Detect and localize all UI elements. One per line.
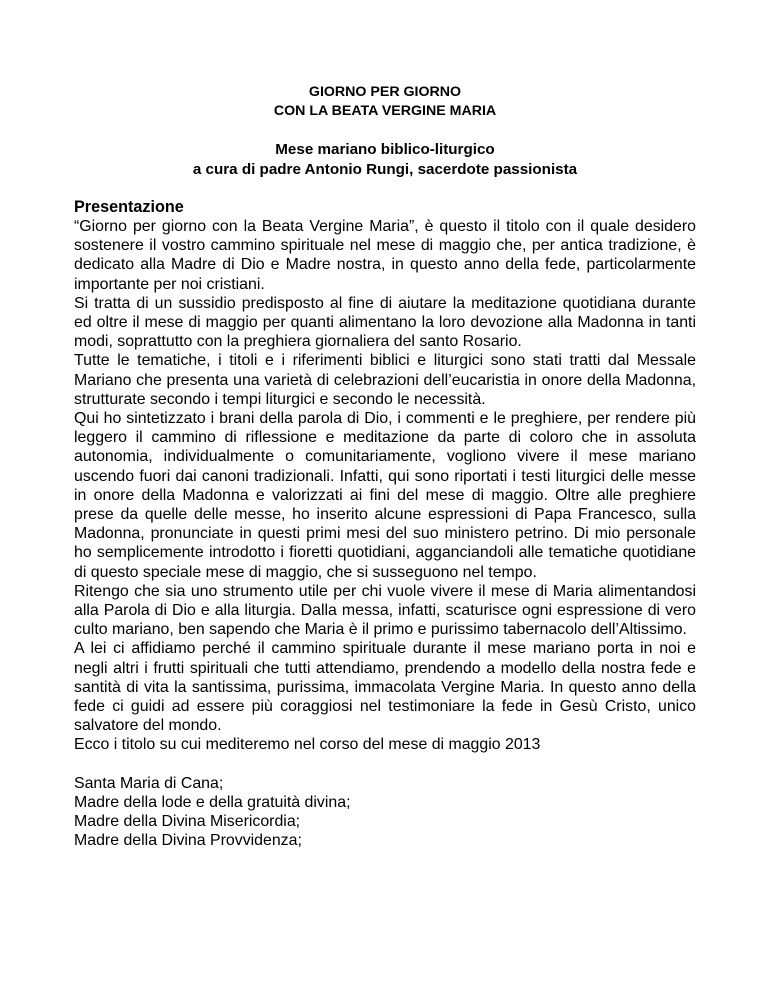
list-item: Madre della lode e della gratuità divina; (74, 793, 351, 811)
list-item: Madre della Divina Misericordia; (74, 813, 301, 831)
paragraph-3: Tutte le tematiche, i titoli e i riferimenti biblici e liturgici sono stati tratti dal Messale Mariano che presenta una varietà di celebrazioni dell’eucaristia in onore della Madonna, strutturate secondo i tempi liturgici e secondo le necessità. (74, 352, 696, 408)
paragraph-1: “Giorno per giorno con la Beata Vergine Maria”, è questo il titolo con il quale desidero sostenere il vostro cammino spirituale nel mese di maggio che, per antica tradizione, è dedicato alla Madre di Dio e Madre nostra, in questo anno della fede, particolarmente importante per noi cristiani. (74, 218, 696, 293)
titles-list (74, 774, 696, 851)
subtitle-line-1: Mese mariano biblico-liturgico (275, 141, 495, 158)
section-heading: Presentazione (74, 198, 184, 216)
document-title (74, 83, 696, 121)
paragraph-5: Ritengo che sia uno strumento utile per chi vuole vivere il mese di Maria alimentandosi alla Parola di Dio e alla liturgia. Dalla messa, infatti, scaturisce ogni espressione di vero culto mariano, ben sapendo che Maria è il primo e purissimo tabernacolo dell’Altissimo. (74, 582, 696, 639)
paragraph-6: A lei ci affidiamo perché il cammino spirituale durante il mese mariano porta in noi e negli altri i frutti spirituali che tutti attendiamo, prendendo a modello della nostra fede e santità di vita la santissima, purissima, immacolata Vergine Maria. In questo anno della fede ci guidi ad essere più coraggiosi nel testimoniare la fede in Gesù Cristo, unico salvatore del mondo. (74, 640, 696, 735)
title-line-2: CON LA BEATA VERGINE MARIA (273, 103, 497, 119)
list-item: Santa Maria di Cana; (74, 774, 224, 792)
subtitle-line-2: a cura di padre Antonio Rungi, sacerdote passionista (192, 161, 578, 178)
paragraph-2: Si tratta di un sussidio predisposto al fine di aiutare la meditazione quotidiana durante ed oltre il mese di maggio per quanti alimentano la loro devozione alla Madonna in tanti modi, soprattutto con la preghiera giornaliera del santo Rosario. (74, 294, 696, 351)
title-line-1: GIORNO PER GIORNO (308, 84, 462, 100)
document-subtitle (74, 140, 696, 180)
document-page (74, 83, 696, 851)
presentation-body (74, 217, 696, 755)
paragraph-4: Qui ho sintetizzato i brani della parola di Dio, i commenti e le preghiere, per rendere più leggero il cammino di riflessione e meditazione da parte di coloro che in assoluta autonomia, individualmente o comunitariamente, vogliono vivere il mese mariano uscendo fuori dai canoni tradizionali. Infatti, qui sono riportati i testi liturgici delle messe in onore della Madonna e valorizzati ai fini del mese di maggio. Oltre alle preghiere prese da quelle delle messe, ho inserito alcune espressioni di Papa Francesco, sulla Madonna, pronunciate in questi primi mesi del suo ministero petrino. Di mio personale ho semplicemente introdotto i fioretti quotidiani, agganciandoli alle tematiche quotidiane di questo speciale mese di maggio, che si susseguono nel tempo. (74, 410, 696, 581)
paragraph-7: Ecco i titolo su cui mediteremo nel corso del mese di maggio 2013 (74, 736, 541, 754)
list-item: Madre della Divina Provvidenza; (74, 832, 302, 850)
